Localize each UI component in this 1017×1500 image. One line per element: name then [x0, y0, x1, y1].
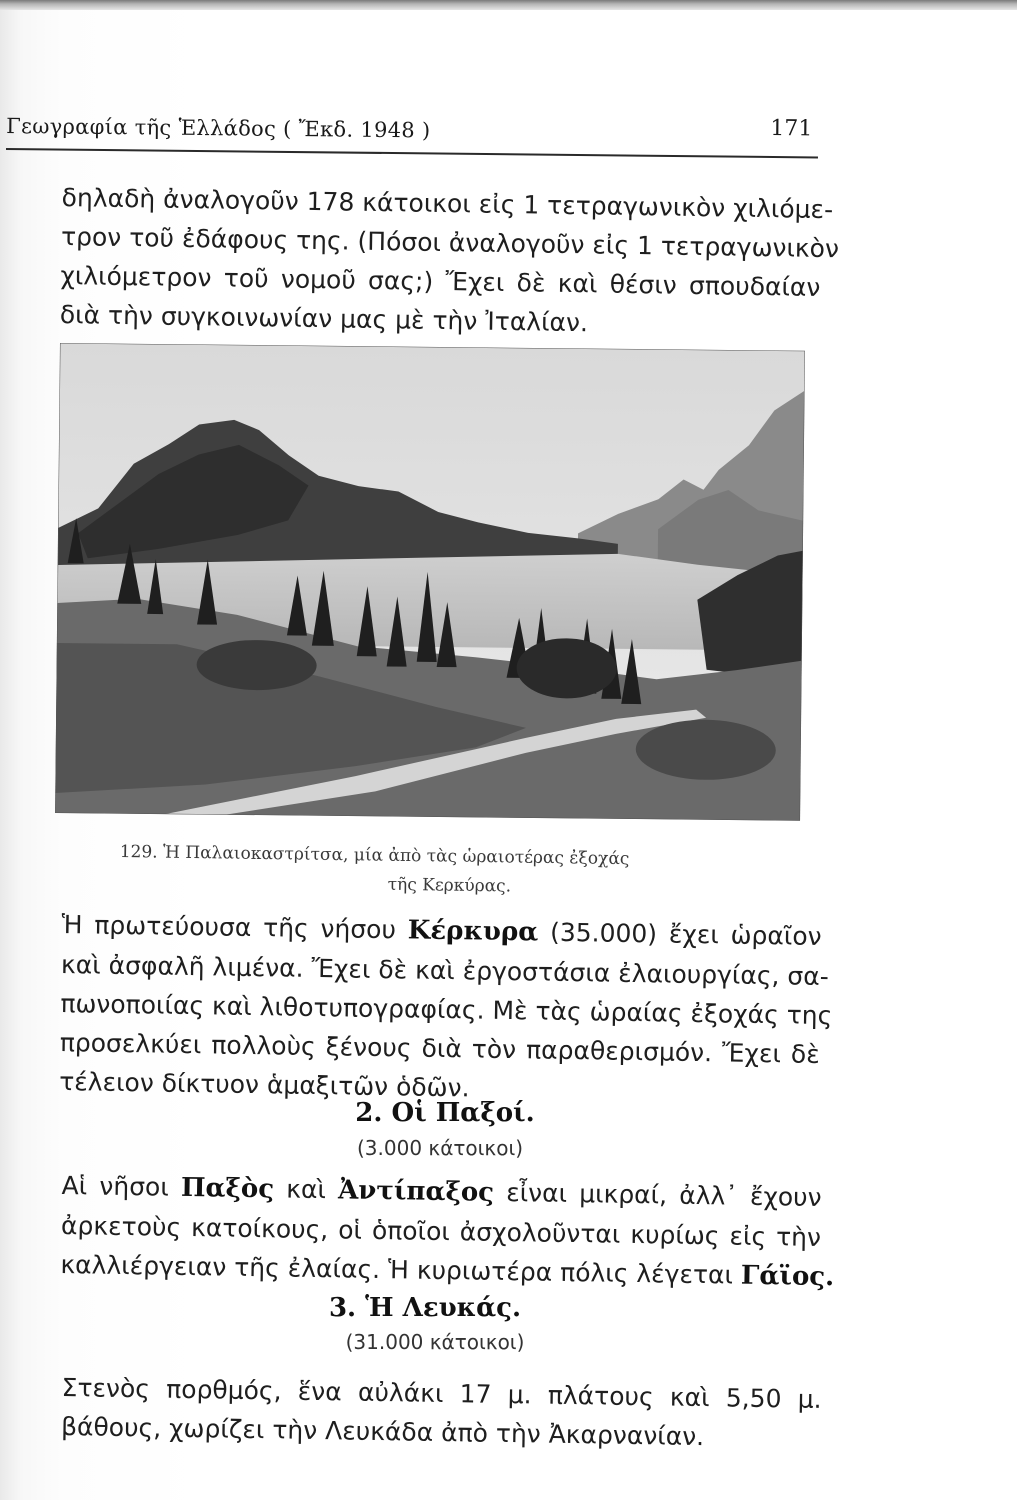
figure-caption [119, 838, 780, 905]
section-heading-paxoi: 2. Οἱ Παξοί. [355, 1098, 535, 1128]
text-line: προσελκύει πολλοὺς ξένους διὰ τὸν παραθερισμόν. Ἔχει δὲ [59, 1027, 820, 1069]
island-name-antipaxos: Ἀντίπαξος [337, 1175, 495, 1208]
lefkas-paragraph [61, 1368, 822, 1458]
header-title: Γεωγραφία τῆς Ἑλλάδος ( Ἔκδ. 1948 ) [6, 114, 431, 143]
text-line: ἀρκετοὺς κατοίκους, οἱ ὁποῖοι ἀσχολοῦνται κυρίως εἰς τὴν [60, 1210, 822, 1252]
text-segment: καὶ [286, 1174, 327, 1205]
island-name-paxos: Παξὸς [180, 1172, 275, 1205]
text-segment: Αἱ νῆσοι [61, 1170, 170, 1202]
text-line: καὶ ἀσφαλῆ λιμένα. Ἔχει δὲ καὶ ἐργοστάσια ἐλαιουργίας, σα- [60, 949, 830, 992]
landscape-photo [55, 343, 805, 821]
caption-line: 129. Ἡ Παλαιοκαστρίτσα, μία ἀπὸ τὰς ὡραιοτέρας ἐξοχάς [119, 841, 630, 870]
section-heading-lefkas: 3. Ἡ Λευκάς. [328, 1293, 522, 1323]
city-name-kerkyra: Κέρκυρα [407, 915, 539, 948]
text-line: τρον τοῦ ἐδάφους της. (Πόσοι ἀναλογοῦν εἰς 1 τετραγωνικὸν [60, 221, 840, 264]
running-header [6, 106, 818, 159]
text-line: πωνοποιίας καὶ λιθοτυπογραφίας. Μὲ τὰς ὡραίας ἐξοχάς της [60, 988, 833, 1031]
text-segment: (35.000) ἔχει ὡραῖον [549, 917, 822, 951]
text-segment: εἶναι μικραί, ἀλλ᾽ ἔχουν [505, 1177, 822, 1212]
page-top-edge [0, 0, 1017, 10]
text-line: χιλιόμετρον τοῦ νομοῦ σας;) Ἔχει δὲ καὶ θέσιν σπουδαίαν [60, 260, 821, 302]
text-segment: Ἡ πρωτεύουσα τῆς νήσου [61, 909, 397, 945]
text-segment: καλλιέργειαν τῆς ἐλαίας. Ἡ κυριωτέρα πόλις λέγεται [60, 1249, 734, 1290]
page-number: 171 [770, 116, 813, 142]
paxoi-paragraph [60, 1166, 835, 1297]
caption-line: τῆς Κερκύρας. [387, 874, 512, 897]
text-line: βάθους, χωρίζει τὴν Λευκάδα ἀπὸ τὴν Ἀκαρνανίαν. [60, 1411, 705, 1452]
kerkyra-paragraph [58, 905, 833, 1113]
town-name-gaios: Γάϊος. [740, 1260, 835, 1293]
section-population-lefkas: (31.000 κάτοικοι) [345, 1330, 525, 1354]
intro-paragraph [59, 178, 840, 346]
paleokastritsa-photo [55, 343, 805, 821]
text-line: Στενὸς πορθμός, ἕνα αὐλάκι 17 μ. πλάτους καὶ 5,50 μ. [61, 1372, 822, 1414]
text-line: διὰ τὴν συγκοινωνίαν μας μὲ τὴν Ἰταλίαν. [59, 299, 589, 338]
text-line: τέλειον δίκτυον ἁμαξιτῶν ὁδῶν. [58, 1066, 470, 1103]
section-population-paxoi: (3.000 κάτοικοι) [356, 1136, 524, 1160]
text-line: δηλαδὴ ἀναλογοῦν 178 κάτοικοι εἰς 1 τετραγωνικὸν χιλιόμε- [61, 182, 834, 225]
